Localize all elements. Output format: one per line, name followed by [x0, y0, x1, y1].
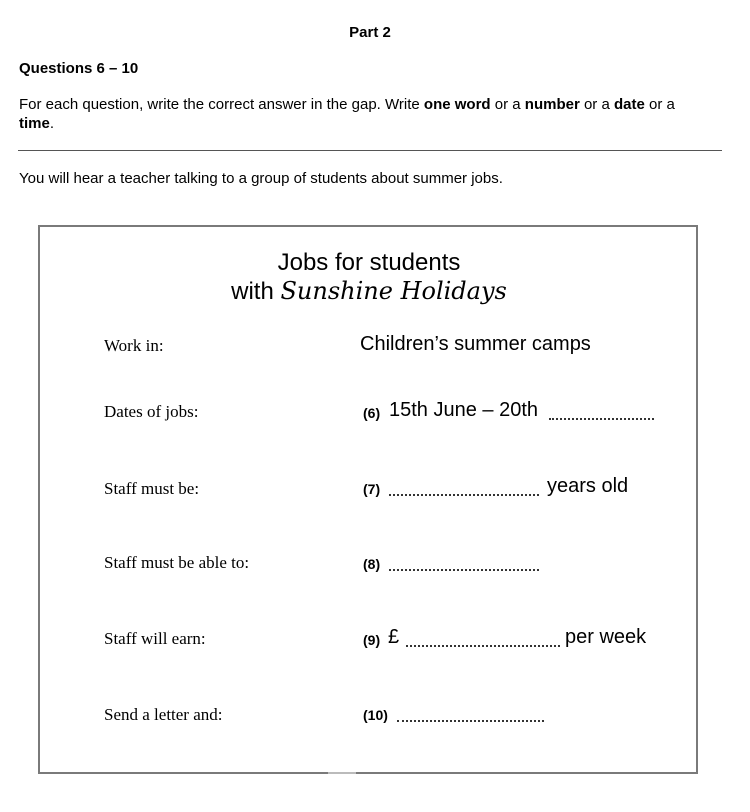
- part-title: Part 2: [349, 24, 391, 41]
- box-title-line2: [0, 277, 738, 306]
- row-label-staff-must-be: Staff must be:: [104, 479, 200, 498]
- box-bottom-mark: [328, 772, 356, 774]
- gap-8[interactable]: [389, 569, 539, 571]
- suffix-per-week: per week: [565, 626, 647, 648]
- instructions-or-1: or a: [490, 96, 525, 113]
- intro-text: You will hear a teacher talking to a group of students about summer jobs.: [19, 170, 503, 187]
- box-title: [0, 248, 738, 306]
- row-label-send-letter: Send a letter and:: [104, 705, 223, 724]
- gap-6[interactable]: [549, 418, 654, 420]
- instructions-end: .: [49, 115, 55, 132]
- brand-name: Sunshine Holidays: [280, 277, 507, 305]
- keyword-one-word: one word: [423, 96, 491, 113]
- answer-work-in: Children’s summer camps: [360, 333, 591, 355]
- instructions-prefix: For each question, write the correct answer in the gap. Write: [19, 96, 424, 113]
- instructions-or-2: or a: [579, 96, 614, 113]
- row-label-work-in: Work in:: [104, 336, 164, 355]
- box-title-line1: Jobs for students: [277, 249, 461, 276]
- instructions: [19, 95, 719, 133]
- box-title-with: with: [231, 278, 281, 305]
- instructions-or-3: or a: [644, 96, 675, 113]
- currency-symbol: £: [388, 626, 400, 648]
- keyword-time: time: [19, 115, 50, 132]
- row-label-dates: Dates of jobs:: [104, 402, 199, 421]
- row-label-able-to: Staff must be able to:: [104, 553, 250, 572]
- gap-9[interactable]: [406, 645, 560, 647]
- question-number-9: (9): [363, 632, 381, 648]
- keyword-number: number: [524, 96, 580, 113]
- suffix-years-old: years old: [547, 475, 629, 497]
- keyword-date: date: [613, 96, 645, 113]
- notes-box: [38, 225, 698, 774]
- question-number-7: (7): [363, 481, 381, 497]
- gap-7[interactable]: [389, 494, 539, 496]
- question-number-10: (10): [363, 707, 388, 723]
- question-number-8: (8): [363, 556, 381, 572]
- divider: [18, 150, 722, 151]
- answer-dates-prefix: 15th June – 20th: [389, 399, 539, 421]
- gap-10[interactable]: [397, 720, 544, 722]
- questions-title: Questions 6 – 10: [19, 60, 139, 77]
- row-label-earn: Staff will earn:: [104, 629, 206, 648]
- question-number-6: (6): [363, 405, 381, 421]
